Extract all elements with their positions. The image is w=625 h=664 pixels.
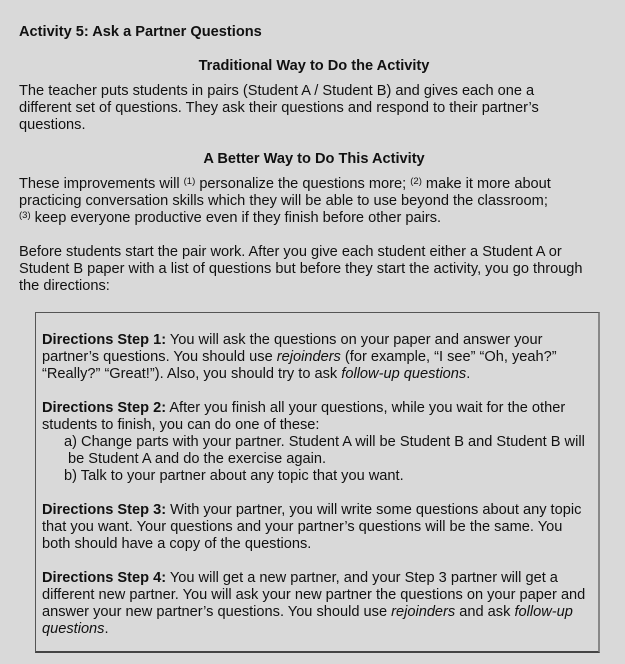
step-label: Directions Step 1: [42, 332, 167, 348]
emphasis: follow-up questions [341, 366, 467, 382]
text-segment: . [104, 621, 109, 637]
text-line [19, 210, 609, 227]
step-label: Directions Step 2: [42, 400, 167, 416]
text-segment: . [466, 366, 471, 382]
text-line: the directions: [19, 278, 110, 294]
emphasis: rejoinders [391, 604, 456, 620]
emphasis: questions [42, 621, 105, 637]
footnote-marker: (2) [410, 176, 422, 187]
directions-box [35, 312, 600, 653]
text-segment: (for example, “I see” “Oh, yeah?” [340, 349, 557, 365]
text-segment: personalize the questions more; [195, 176, 411, 192]
text-line [42, 621, 594, 638]
text-line [42, 502, 594, 519]
text-segment: answer your new partner’s questions. You should use [42, 604, 392, 620]
text-segment: These improvements will [19, 176, 184, 192]
text-line: both should have a copy of the questions. [42, 536, 312, 552]
text-line: that you want. Your questions and your partner’s questions will be the same. You [42, 519, 563, 535]
directions-step-2 [42, 400, 594, 485]
option-b-line: b) Talk to your partner about any topic that you want. [64, 468, 404, 484]
text-line [42, 604, 594, 621]
text-line: Before students start the pair work. After you give each student either a Student A or [19, 244, 562, 260]
text-line [42, 349, 594, 366]
text-segment: You will ask the questions on your paper and answer your [166, 332, 543, 348]
text-line: The teacher puts students in pairs (Student A / Student B) and gives each one a [19, 83, 535, 99]
step-label: Directions Step 3: [42, 502, 167, 518]
emphasis: follow-up [514, 604, 573, 620]
text-line [42, 366, 594, 383]
text-segment: After you finish all your questions, while you wait for the other [166, 400, 566, 416]
option-a-line: a) Change parts with your partner. Student A will be Student B and Student B will [64, 434, 585, 450]
improvements-paragraph [19, 176, 609, 227]
text-line [42, 400, 594, 417]
text-line: Student B paper with a list of questions but before they start the activity, you go through [19, 261, 583, 277]
traditional-paragraph [19, 83, 609, 134]
text-segment: You will get a new partner, and your Step 3 partner will get a [166, 570, 558, 586]
text-segment: keep everyone productive even if they finish before other pairs. [30, 210, 442, 226]
text-line [42, 570, 594, 587]
footnote-marker: (1) [183, 176, 196, 187]
directions-step-1 [42, 332, 594, 383]
activity-title: Activity 5: Ask a Partner Questions [19, 24, 262, 40]
text-line: students to finish, you can do one of these: [42, 417, 320, 433]
text-line: questions. [19, 117, 86, 133]
text-line [42, 332, 594, 349]
text-segment: and ask [455, 604, 515, 620]
text-segment: partner’s questions. You should use [42, 349, 277, 365]
text-line [19, 176, 609, 193]
text-line: different new partner. You will ask your new partner the questions on your paper and [42, 587, 586, 603]
text-line: different set of questions. They ask their questions and respond to their partner’s [19, 100, 539, 116]
footnote-marker: (3) [19, 210, 31, 221]
text-segment: make it more about [421, 176, 551, 192]
text-segment: With your partner, you will write some questions about any topic [166, 502, 582, 518]
text-segment: “Really?” “Great!”). Also, you should try to ask [42, 366, 342, 382]
directions-step-3 [42, 502, 594, 553]
emphasis: rejoinders [276, 349, 341, 365]
text-line: practicing conversation skills which they will be able to use beyond the classroom; [19, 193, 548, 209]
better-heading: A Better Way to Do This Activity [203, 151, 425, 167]
before-paragraph [19, 244, 609, 295]
traditional-heading: Traditional Way to Do the Activity [198, 58, 430, 74]
option-a-line: be Student A and do the exercise again. [68, 451, 327, 467]
step-label: Directions Step 4: [42, 570, 167, 586]
directions-step-4 [42, 570, 594, 638]
